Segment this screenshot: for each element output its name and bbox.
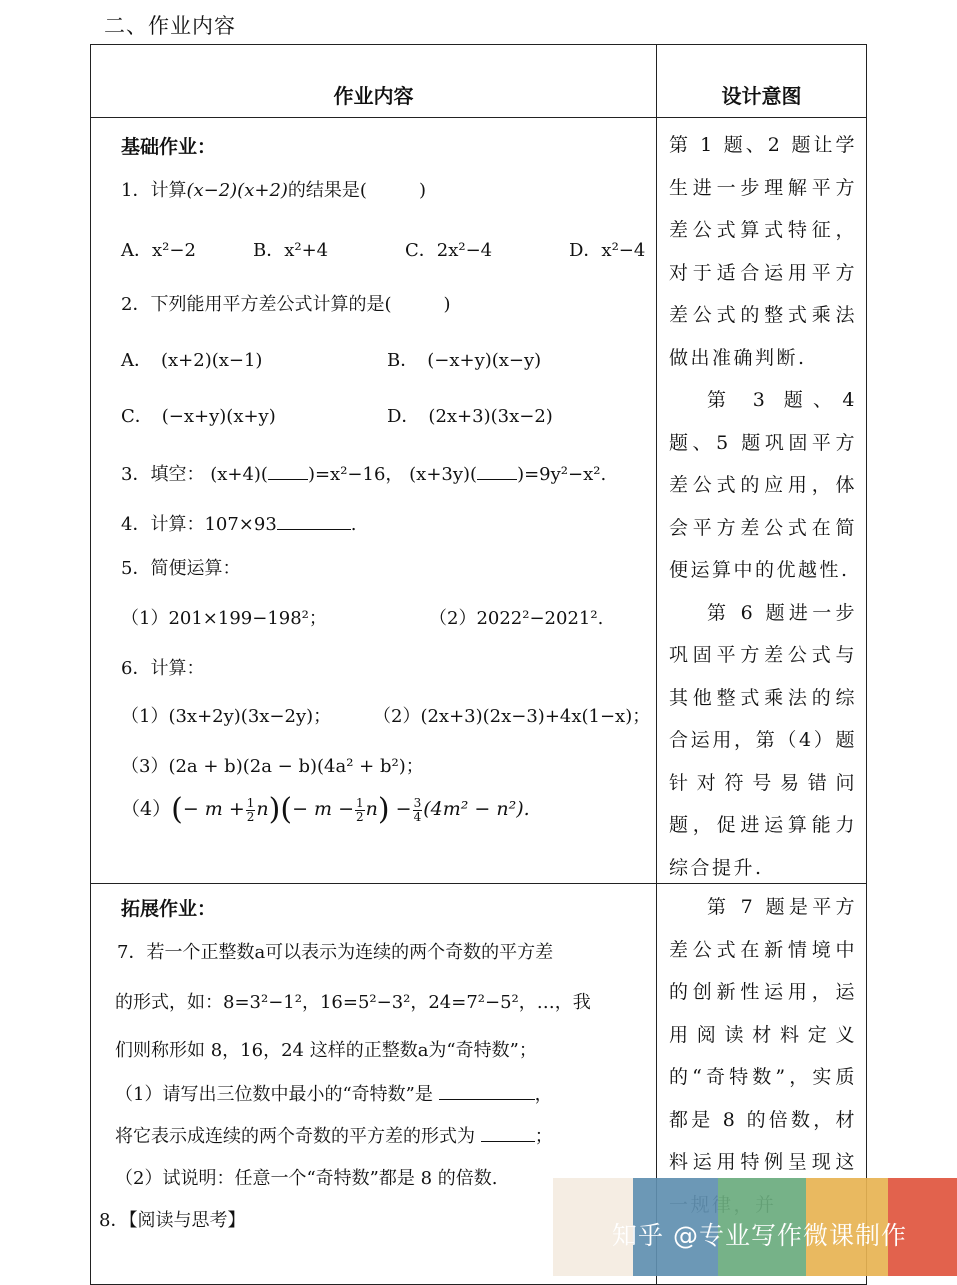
q7-line-3: 们则称形如 8，16，24 这样的正整数a为“奇特数”； [115, 1040, 537, 1061]
q7-line5-end: ； [534, 1126, 553, 1147]
watermark-text: 知乎 @专业写作微课制作 [612, 1221, 907, 1250]
fraction-half-2: $\frac{1}{2}$ [356, 795, 364, 824]
col-header-intent: 设计意图 [721, 84, 802, 108]
q1-expression: (x−2)(x+2) [186, 180, 288, 201]
q6-part-3: （3）(2a + b)(2a − b)(4a² + b²)； [121, 756, 424, 777]
header-content-cell [91, 45, 657, 118]
table-header-row [91, 45, 867, 118]
q1-paren-close: ) [418, 180, 426, 201]
q1-stem: 的结果是( [287, 180, 367, 201]
question-8: 8．【阅读与思考】 [99, 1210, 246, 1231]
basic-content-cell [91, 118, 657, 884]
q7-line5-text: 将它表示成连续的两个奇数的平方差的形式为 [115, 1126, 475, 1147]
q7-line-1: 7．若一个正整数a可以表示为连续的两个奇数的平方差 [117, 942, 554, 963]
fraction-three-quarters: $\frac{3}{4}$ [413, 795, 422, 824]
q3-expr2-start: (x+3y)( [409, 464, 478, 485]
q7-line-4 [115, 1080, 553, 1106]
basic-intent-cell [657, 118, 867, 884]
q3-expr2-end: )=9y²−x². [517, 464, 607, 485]
q1-label: 1．计算 [121, 180, 187, 201]
q3-blank-1[interactable] [268, 465, 308, 480]
q1-option-b: B．x²+4 [253, 240, 329, 261]
q4-end: . [350, 514, 357, 535]
q3-expr1-end: )=x²−16， [307, 464, 404, 485]
q3-expr1-start: (x+4)( [210, 464, 268, 485]
q7-part1-end: ， [534, 1084, 553, 1105]
section-title: 二、作业内容 [104, 14, 236, 38]
q4-label: 4．计算： [121, 514, 205, 535]
q2-option-b: B． (−x+y)(x−y) [387, 350, 542, 371]
q6-part-4: （4）(− m + $\frac{1}{2}$ n)(− m − $\frac{1}{2}$ n) − $\frac{3}{4}$ (4m² − n²). [121, 792, 530, 827]
basic-heading: 基础作业： [121, 136, 217, 158]
q2-stem: 2．下列能用平方差公式计算的是( [121, 294, 392, 315]
q6-part-1: （1）(3x+2y)(3x−2y)； [121, 706, 332, 727]
question-2 [121, 290, 451, 316]
q7-blank-2[interactable] [481, 1127, 535, 1142]
q6-p4-label: （4） [121, 798, 172, 820]
q7-blank-1[interactable] [439, 1085, 535, 1100]
q5-part-2: （2）2022²−2021². [429, 608, 604, 629]
intent-extended: 第 7 题是平方差公式在新情境中的创新性运用，运用阅读材料定义的“奇特数”，实质都是 8 的倍数，材料运用特例呈现这 [669, 896, 857, 1173]
q6-label: 6．计算： [121, 658, 205, 679]
q7-line-6: （2）试说明：任意一个“奇特数”都是 8 的倍数. [115, 1168, 498, 1189]
intent-basic [669, 124, 857, 889]
q3-blank-2[interactable] [477, 465, 517, 480]
q7-line-2: 的形式，如：8=3²−1²，16=5²−3²，24=7²−5²，…，我 [115, 992, 591, 1013]
q6-p4-term-f: (4m² − n²). [423, 798, 530, 820]
q7-part1-text: （1）请写出三位数中最小的“奇特数”是 [115, 1084, 433, 1105]
header-intent-cell [657, 45, 867, 118]
basic-row [91, 118, 867, 884]
q4-blank[interactable] [277, 515, 351, 530]
q1-option-d: D．x²−4 [569, 240, 646, 261]
intent-paragraph-2: 第 3 题、4 题、5 题巩固平方差公式的应用，体会平方差公式在简便运算中的优越性. [669, 389, 857, 581]
intent-paragraph-3: 第 6 题进一步巩固平方差公式与其他整式乘法的综合运用，第（4）题针对符号易错问题，促进运算能力综合提升. [669, 601, 857, 879]
q6-p4-term-b: n [256, 798, 269, 820]
q7-line-5 [115, 1122, 553, 1148]
q6-p4-term-d: n [365, 798, 378, 820]
extended-heading: 拓展作业： [121, 898, 217, 920]
col-header-content: 作业内容 [333, 84, 414, 108]
question-4 [121, 510, 357, 536]
q1-option-c: C．2x²−4 [405, 240, 493, 261]
q6-p4-term-c: − m − [292, 798, 355, 820]
intent-paragraph-1: 第 1 题、2 题让学生进一步理解平方差公式算式特征，对于适合运用平方差公式的整式乘法做出准确判断. [669, 134, 857, 369]
q2-paren-close: ) [443, 294, 451, 315]
question-1 [121, 176, 426, 202]
q2-option-a: A． (x+2)(x−1) [121, 350, 263, 371]
fraction-half-1: $\frac{1}{2}$ [246, 795, 255, 824]
q5-label: 5．简便运算： [121, 558, 241, 579]
homework-table [90, 44, 867, 1285]
q1-option-a: A．x²−2 [121, 240, 196, 261]
q5-part-1: （1）201×199−198²； [121, 608, 327, 629]
question-3 [121, 460, 606, 486]
q6-p4-minus: − [395, 798, 412, 820]
q6-part-2: （2）(2x+3)(2x−3)+4x(1−x)； [373, 706, 651, 727]
q4-expression: 107×93 [204, 514, 277, 535]
q6-p4-term-a: − m + [182, 798, 245, 820]
q2-option-c: C． (−x+y)(x+y) [121, 406, 276, 427]
q3-label: 3．填空： [121, 464, 205, 485]
q2-option-d: D． (2x+3)(3x−2) [387, 406, 553, 427]
